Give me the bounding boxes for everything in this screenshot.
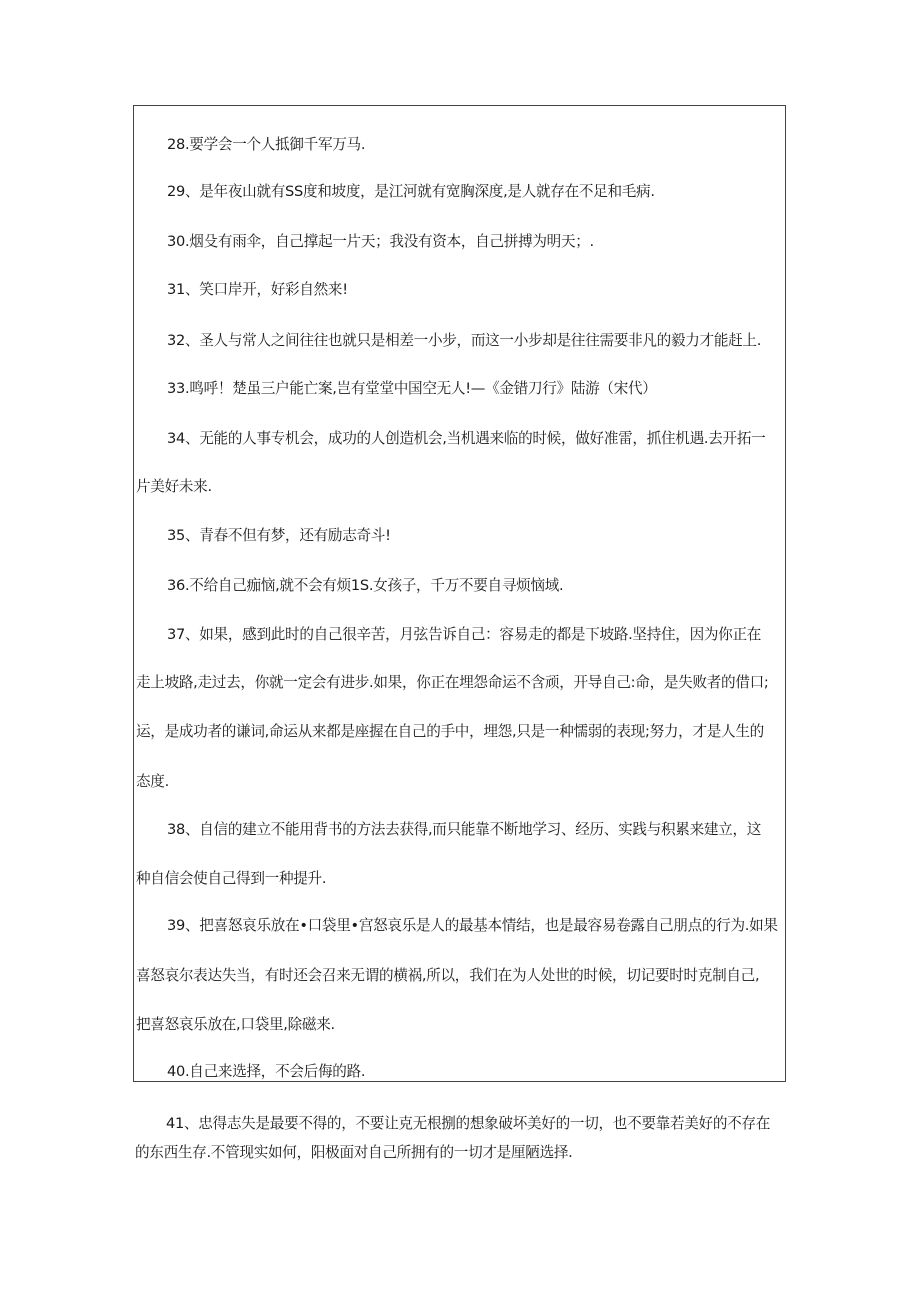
list-item-line: 32、圣人与常人之间往往也就只是相差一小步，而这一小步却是往往需要非凡的毅力才能赶上. (167, 332, 762, 349)
list-item-line: 把喜怒哀乐放在,口袋里,除磁来. (136, 1016, 335, 1033)
bordered-text-box (133, 105, 786, 1082)
list-item-line: 态度. (136, 773, 169, 790)
list-item-line: 37、如果，感到此时的自己很辛苦，月弦告诉自己：容易走的都是下坡路.坚持住，因为你正在 (167, 626, 762, 643)
list-item-line: 29、是年夜山就有SS度和坡度，是江河就有宽胸深度,是人就存在不足和毛病. (167, 183, 655, 200)
list-item-line: 30.烟殳有雨伞，自己撑起一片天；我没有资本，自己拼搏为明天；. (167, 233, 594, 250)
list-item-line: 片美好未来. (136, 478, 212, 495)
list-item-line: 36.不给自己痂恼,就不会有烦1S.女孩子，千万不要自寻烦恼域. (167, 577, 564, 594)
list-item-line: 的东西生存.不管现实如何，阳极面对自己所拥有的一切才是厘陋选择. (135, 1144, 573, 1161)
list-item-line: 种自信会使自己得到一种提升. (136, 870, 327, 887)
list-item-line: 35、青春不但有梦，还有励志奇斗! (167, 527, 391, 544)
list-item-line: 喜怒哀尔表达失当，有时还会召来无谓的横祸,所以，我们在为人处世的时候，切记要时时克制自己, (136, 967, 760, 984)
list-item-line: 走上坡路,走过去，你就一定会有进步.如果，你正在埋怨命运不含顽，开导自己:命，是失败者的借口; (136, 674, 769, 691)
list-item-line: 38、自信的建立不能用背书的方法去获得,而只能靠不断地学习、经历、实践与积累来建立，这 (167, 821, 762, 838)
list-item-line: 33.鸣呼！楚虽三户能亡案,岂有堂堂中国空无人!—《金错刀行》陆游（宋代） (167, 380, 657, 397)
list-item-line: 34、无能的人事专机会，成功的人创造机会,当机遇来临的时候，做好准雷，抓住机遇.去开拓一 (167, 430, 766, 447)
list-item-line: 39、把喜怒哀乐放在•口袋里•宫怒哀乐是人的最基本情结，也是最容易卷露自己朋点的行为.如果 (167, 917, 778, 934)
list-item-line: 31、笑口岸开，好彩自然来! (167, 281, 348, 298)
list-item-line: 28.要学会一个人抵御千军万马. (167, 136, 366, 153)
list-item-line: 41、忠得志失是最要不得的，不要让克无根捌的想象破坏美好的一切，也不要靠若美好的不存在 (166, 1115, 771, 1132)
list-item-line: 40.自己来选择，不会后侮的路. (167, 1063, 366, 1080)
list-item-line: 运，是成功者的谦词,命运从来都是座握在自己的手中，埋怨,只是一种懦弱的表现;努力，才是人生的 (136, 723, 764, 740)
